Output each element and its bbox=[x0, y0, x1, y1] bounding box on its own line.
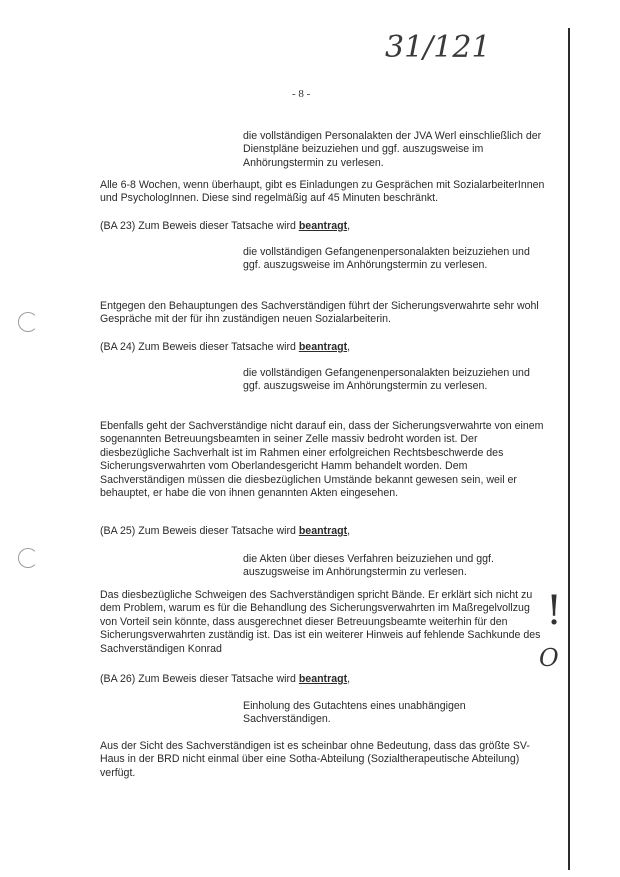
reference-ba23 bbox=[100, 220, 400, 233]
margin-exclamation-mark: ! bbox=[546, 588, 563, 634]
paragraph-2: Alle 6-8 Wochen, wenn überhaupt, gibt es Einladungen zu Gesprächen mit SozialarbeiterInnen und PsychologInnen. Diese sind regelmäßig auf 45 Minuten beschränkt. bbox=[100, 179, 545, 205]
reference-prefix: (BA 26) Zum Beweis dieser Tatsache wird bbox=[100, 673, 299, 685]
reference-keyword: beantragt bbox=[298, 341, 348, 353]
reference-suffix: , bbox=[347, 341, 351, 353]
paragraph-1: die vollständigen Personalakten der JVA Werl einschließlich der Dienstpläne beizuziehen und ggf. auszugsweise im Anhörungstermin zu verlesen. bbox=[243, 130, 542, 169]
handwritten-page-number: 31/121 bbox=[385, 30, 491, 65]
reference-prefix: (BA 24) Zum Beweis dieser Tatsache wird bbox=[100, 341, 299, 353]
margin-circle-mark: O bbox=[539, 644, 559, 672]
paragraph-10: Aus der Sicht des Sachverständigen ist es scheinbar ohne Bedeutung, dass das größte SV-Haus in der BRD nicht einmal über eine Sotha-Abteilung (Sozialtherapeutische Abteilung) verfügt. bbox=[100, 740, 530, 779]
paragraph-8: Das diesbezügliche Schweigen des Sachverständigen spricht Bände. Er erklärt sich nicht zu dem Problem, warum es für die Behandlung des Sicherungsverwahrten im Maßregelvollzug von Vorteil sein könnte, dass ausgerechnet dieser Betreuungsbeamte weiterhin für den Sicherungsverwahrten zuständig ist. Das ist ein weiterer Hinweis auf fehlende Sachkunde des Sachverständigen Konrad bbox=[100, 589, 541, 655]
reference-suffix: , bbox=[347, 673, 351, 685]
reference-keyword: beantragt bbox=[298, 220, 348, 232]
paragraph-6: Ebenfalls geht der Sachverständige nicht darauf ein, dass der Sicherungsverwahrte von einem sogenannten Betreuungsbeamten in seiner Zelle massiv bedroht worden ist. Der diesbezügliche Sachverhalt ist im Rahmen einer erfolgreichen Rechtsbeschwerde des Sicherungsverwahrten vom Oberlandesgericht Hamm behandelt worden. Dem Sachverständigen müssen die diesbezüglichen Umstände bekannt gewesen sein, weil er behauptet, er habe die von ihnen genannten Akten eingesehen. bbox=[100, 420, 544, 500]
paragraph-4: Entgegen den Behauptungen des Sachverständigen führt der Sicherungsverwahrte sehr wohl Gespräche mit der für ihn zuständigen neuen Sozialarbeiterin. bbox=[100, 300, 539, 326]
reference-ba24 bbox=[100, 341, 400, 354]
paragraph-9: Einholung des Gutachtens eines unabhängigen Sachverständigen. bbox=[243, 700, 466, 726]
reference-keyword: beantragt bbox=[298, 673, 348, 685]
reference-prefix: (BA 25) Zum Beweis dieser Tatsache wird bbox=[100, 525, 299, 537]
reference-keyword: beantragt bbox=[298, 525, 348, 537]
reference-prefix: (BA 23) Zum Beweis dieser Tatsache wird bbox=[100, 220, 299, 232]
margin-line bbox=[568, 28, 570, 870]
page-number: - 8 - bbox=[292, 88, 311, 100]
punch-hole-top bbox=[18, 312, 38, 332]
reference-ba26 bbox=[100, 673, 400, 686]
reference-suffix: , bbox=[347, 220, 351, 232]
reference-ba25 bbox=[100, 525, 400, 538]
paragraph-7: die Akten über dieses Verfahren beizuziehen und ggf. auszugsweise im Anhörungstermin zu verlesen. bbox=[243, 553, 494, 579]
reference-suffix: , bbox=[347, 525, 351, 537]
punch-hole-bottom bbox=[18, 548, 38, 568]
paragraph-3: die vollständigen Gefangenenpersonalakten beizuziehen und ggf. auszugsweise im Anhörungstermin zu verlesen. bbox=[243, 246, 530, 272]
paragraph-5: die vollständigen Gefangenenpersonalakten beizuziehen und ggf. auszugsweise im Anhörungstermin zu verlesen. bbox=[243, 367, 530, 393]
